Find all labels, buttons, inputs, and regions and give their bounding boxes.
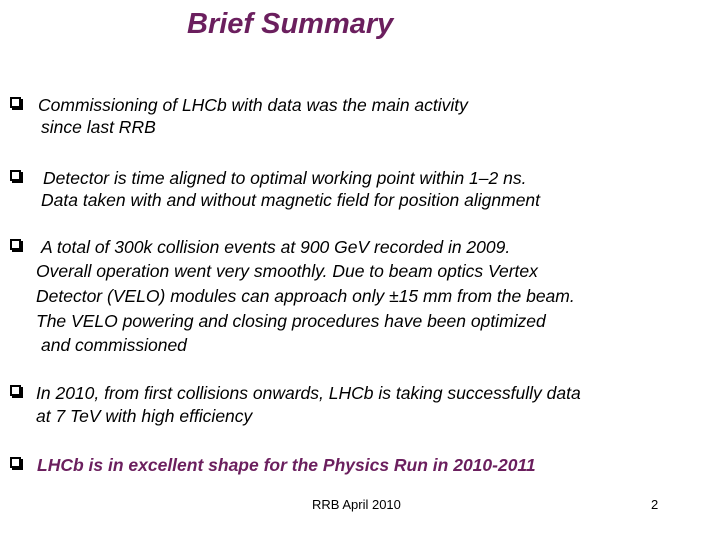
- bullet-text-line: In 2010, from first collisions onwards, LHCb is taking successfully data: [36, 383, 581, 403]
- bullet-text-line: Detector is time aligned to optimal working point within 1–2 ns.: [43, 168, 527, 188]
- page-number: 2: [651, 497, 659, 512]
- checkbox-bullet-icon: [10, 385, 21, 396]
- checkbox-bullet-icon: [10, 457, 21, 468]
- bullet-text-line: since last RRB: [41, 117, 156, 137]
- bullet-text-line: Data taken with and without magnetic field for position alignment: [41, 190, 541, 210]
- checkbox-bullet-icon: [10, 97, 21, 108]
- bullet-text-line: Detector (VELO) modules can approach only ±15 mm from the beam.: [36, 286, 575, 306]
- bullet-text-line: Commissioning of LHCb with data was the main activity: [38, 95, 468, 115]
- bullet-text-line: Overall operation went very smoothly. Due to beam optics Vertex: [36, 261, 538, 281]
- slide-title: Brief Summary: [187, 8, 394, 40]
- bullet-text-line: at 7 TeV with high efficiency: [36, 406, 253, 426]
- bullet-text-line: The VELO powering and closing procedures have been optimized: [36, 311, 546, 331]
- bullet-text-line: A total of 300k collision events at 900 GeV recorded in 2009.: [41, 237, 511, 257]
- bullet-text-line: and commissioned: [41, 335, 187, 355]
- checkbox-bullet-icon: [10, 239, 21, 250]
- footer-center-text: RRB April 2010: [312, 497, 401, 512]
- checkbox-bullet-icon: [10, 170, 21, 181]
- bullet-text-line-emphasis: LHCb is in excellent shape for the Physics Run in 2010-2011: [37, 455, 536, 475]
